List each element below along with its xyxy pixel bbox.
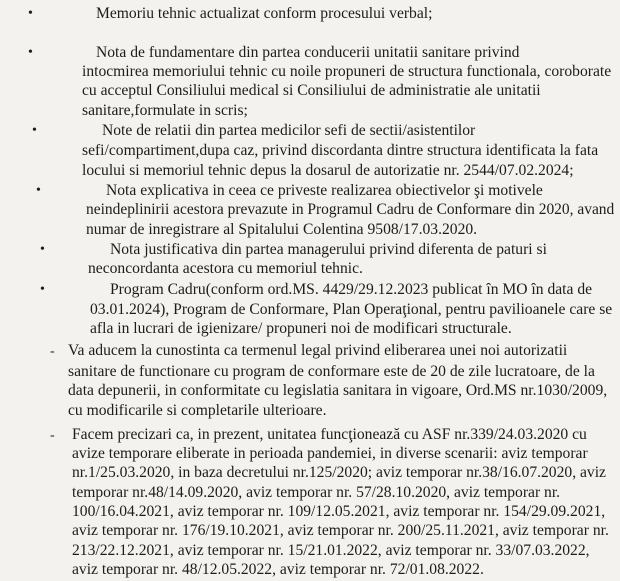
- list-item-line: Memoriu tehnic actualizat conform procesului verbal;: [96, 4, 433, 22]
- bullet-marker: •: [40, 241, 45, 257]
- bullet-marker: •: [40, 282, 45, 298]
- list-item-line: Program Cadru(conform ord.MS. 4429/29.12.2023 publicat în MO în data de: [110, 281, 593, 299]
- list-item-line: afla in lucrari de igienizare/ propuneri noi de modificari structurale.: [90, 320, 512, 338]
- list-item-line: intocmirea memoriului tehnic cu noile propuneri de structura functionala, coroborate: [82, 62, 612, 80]
- list-item-line: Va aducem la cunostinta ca termenul legal privind eliberarea unei noi autorizatii: [68, 342, 568, 360]
- list-item-line: aviz temporar nr. 48/12.05.2022, aviz temporar nr. 72/01.08.2022.: [72, 561, 484, 578]
- list-item-line: numar de inregistrare al Spitalului Colentina 9508/17.03.2020.: [86, 220, 478, 238]
- list-item-line: neconcordanta acestora cu memoriul tehnic.: [88, 260, 363, 278]
- dash-marker: -: [50, 427, 55, 443]
- bullet-marker: •: [36, 182, 41, 198]
- list-item-line: locului si memoriul tehnic depus la dosarul de autorizatie nr. 2544/07.02.2024;: [82, 161, 574, 179]
- list-item-line: sefi/compartiment,dupa caz, privind discordanta dintre structura identificata la fata: [82, 142, 599, 160]
- list-item-line: Note de relatii din partea medicilor sefi de sectii/asistentilor: [102, 121, 476, 139]
- bullet-marker: •: [28, 5, 33, 21]
- list-item-line: Nota explicativa in ceea ce priveste realizarea obiectivelor şi motivele: [106, 181, 543, 199]
- bullet-marker: •: [32, 122, 37, 138]
- list-item-line: sanitare de functionare cu program de conformare este de 20 de zile lucratoare, de la: [68, 362, 595, 380]
- list-item-line: Facem precizari ca, in prezent, unitatea funcţionează cu ASF nr.339/24.03.2020 cu: [72, 425, 587, 443]
- list-item-line: temporar nr.48/14.09.2020, aviz temporar nr. 57/28.10.2020, aviz temporar nr.: [72, 483, 561, 501]
- list-item-line: cu modificarile si completarile ulterioare.: [68, 402, 327, 420]
- bullet-marker: •: [28, 45, 33, 61]
- list-item-line: cu acceptul Consiliului medical si Consiliului de administratie ale unitatii: [82, 82, 541, 100]
- list-item-line: nr.1/25.03.2020, in baza decretului nr.125/2020; aviz temporar nr.38/16.07.2020, aviz: [72, 464, 606, 482]
- list-item-line: 100/16.04.2021, aviz temporar nr. 109/12.05.2021, aviz temporar nr. 154/29.09.2021,: [72, 502, 606, 520]
- list-item-line: 03.01.2024), Program de Conformare, Plan Operaţional, pentru pavilioanele care se: [90, 300, 613, 318]
- list-item-line: neindeplinirii acestora prevazute in Programul Cadru de Conformare din 2020, avand: [86, 201, 615, 219]
- list-item-line: 213/22.12.2021, aviz temporar nr. 15/21.01.2022, aviz temporar nr. 33/07.03.2022,: [72, 541, 590, 559]
- list-item-line: sanitare,formulate in scris;: [82, 101, 248, 119]
- list-item-line: Nota justificativa din partea managerului privind diferenta de paturi si: [110, 240, 547, 258]
- dash-marker: -: [50, 344, 55, 360]
- list-item-line: Nota de fundamentare din partea conducerii unitatii sanitare privind: [96, 43, 520, 61]
- list-item-line: data depunerii, in conformitate cu legislatia sanitara in vigoare, Ord.MS nr.1030/2009,: [68, 382, 608, 400]
- list-item-line: aviz temporar nr. 176/19.10.2021, aviz temporar nr. 200/25.11.2021, aviz temporar nr.: [72, 522, 609, 540]
- list-item-line: avize temporare eliberate in perioada pandemiei, in diverse scenarii: aviz temporar: [72, 444, 588, 462]
